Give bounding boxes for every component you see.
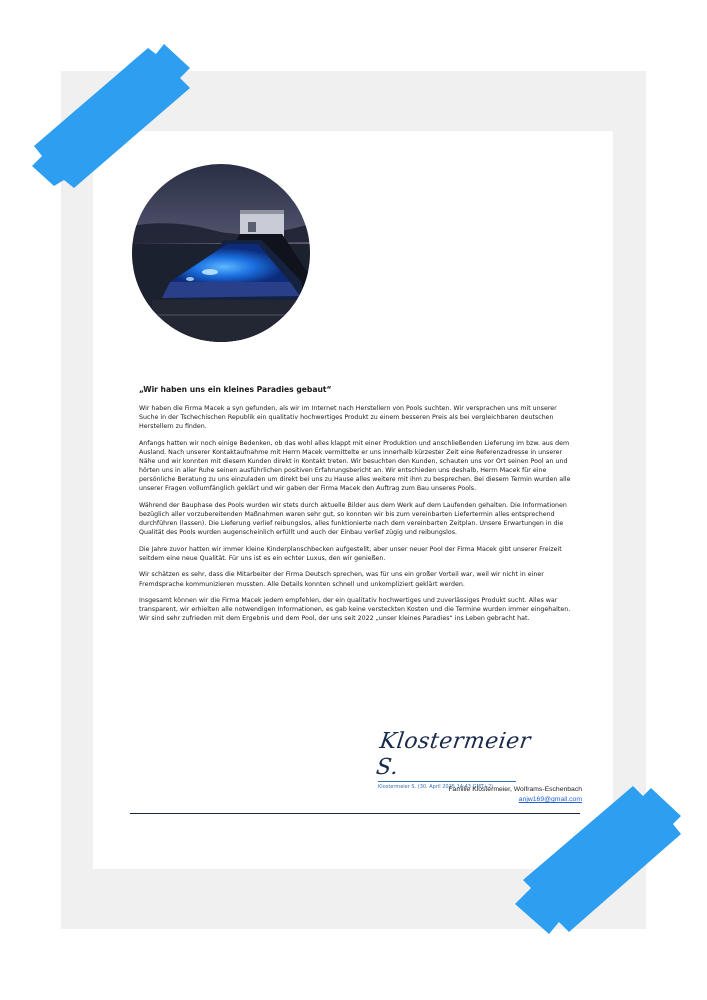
paragraph: Die Jahre zuvor hatten wir immer kleine Kinderplanschbecken aufgestellt, aber unser neuer Pool der Firma Macek gibt unserer Freizeit seitdem eine neue Qualität. Für uns ist es ein echter Luxus, den wir genießen. [139,545,562,562]
handwritten-signature: Klostermeier S. [374,729,533,780]
email-link[interactable]: anjw169@gmail.com [518,796,582,803]
tape-top-left-icon [24,38,204,198]
signature-timestamp: Klostermeier S. (30. April 2025 14:43 GMT+2) [378,784,494,790]
signature-line [378,781,516,782]
testimonial-title: „Wir haben uns ein kleines Paradies gebaut“ [139,385,332,394]
family-name: Familie Klostermeier, Wolframs-Eschenbach [448,786,582,793]
paragraph: Insgesamt können wir die Firma Macek jedem empfehlen, der ein qualitativ hochwertiges und zuverlässiges Produkt sucht. Alles war transparent, wir erhielten alle notwendigen Informationen, es gab keine versteckten Kosten und die Termine wurden immer eingehalten. Wir sind sehr zufrieden mit dem Ergebnis und dem Pool, der uns seit 2022 „unser kleines Paradies“ ins Leben gebracht hat. [139,597,571,623]
paragraph: Wir haben die Firma Macek a syn gefunden, als wir im Internet nach Herstellern von Pools suchten. Wir versprachen uns mit unserer Suche in der Tschechischen Republik ein qualitativ hochwertiges Produkt zu einem besseren Preis als bei vergleichbaren deutschen Herstellern zu finden. [139,405,557,431]
paragraph: Wir schätzen es sehr, dass die Mitarbeiter der Firma Deutsch sprechen, was für uns ein großer Vorteil war, weil wir nicht in einer Fremdsprache kommunizieren mussten. Alle Details konnten schnell und unkompliziert geklärt werden. [139,571,544,588]
testimonial-text [139,385,571,631]
paragraph: Während der Bauphase des Pools wurden wir stets durch aktuelle Bilder aus dem Werk auf dem Laufenden gehalten. Die Informationen bezüglich aller vorzubereitenden Maßnahmen waren sehr gut, so konnten wir bis zum vereinbarten Liefertermin alles entsprechend durchführen (lassen). Die Lieferung verlief reibungslos, alles funktionierte nach dem vereinbarten Zeitplan. Unsere Erwartungen in die Qualität des Pools wurden augenscheinlich erfüllt und auch der Einbau verlief zügig und reibungslos. [139,501,567,537]
tape-bottom-right-icon [505,776,690,946]
paragraph: Anfangs hatten wir noch einige Bedenken, ob das wohl alles klappt mit einer Produktion und anschließenden Lieferung im bzw. aus dem Ausland. Nach unserer Kontaktaufnahme mit Herrn Macek vermittelte er uns innerhalb kürzester Zeit eine Referenzadresse in unserer Nähe und wir konnten mit diesem Kunden direkt in Kontakt treten. Wir besuchten den Kunden, schauten uns vor Ort seinen Pool an und hörten uns in aller Ruhe seinen ausführlichen positiven Erfahrungsbericht an. Wir entschieden uns deshalb, Herrn Macek für eine persönliche Beratung zu uns einzuladen um direkt bei uns zu Hause alles weitere mit ihm zu besprechen. Bei diesem Termin wurden alle unserer Fragen vollumfänglich geklärt und wir gaben der Firma Macek den Auftrag zum Bau unseres Pools. [139,439,571,493]
